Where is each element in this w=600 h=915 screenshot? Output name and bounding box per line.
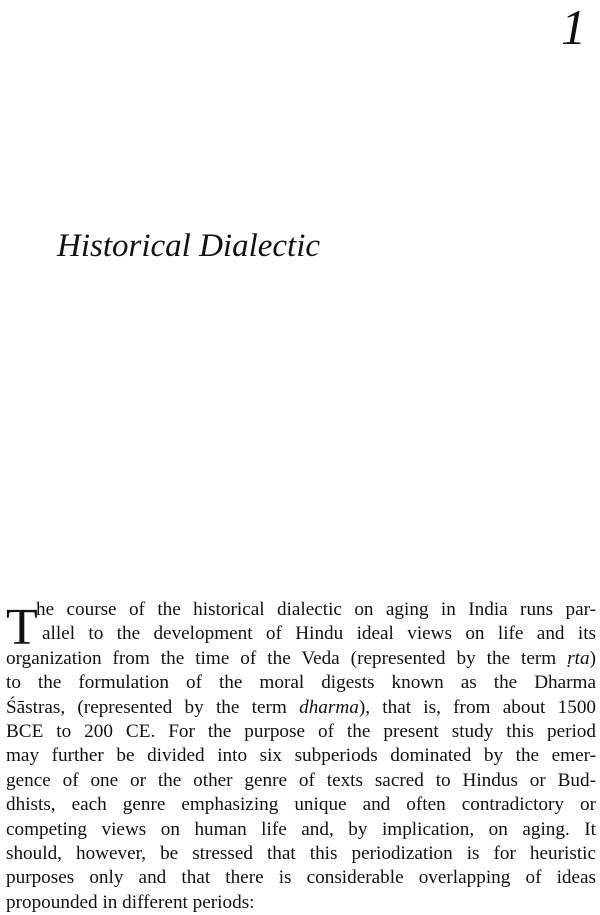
text-line: allel to the development of Hindu ideal views on life and its [42, 623, 596, 645]
text-line: organization from the time of the Veda (represented by the term ṛta) [6, 647, 596, 669]
text-line: purposes only and that there is considerable overlapping of ideas [6, 867, 596, 889]
text-line: should, however, be stressed that this periodization is for heuristic [6, 842, 596, 864]
text-line: may further be divided into six subperiods dominated by the emer- [6, 745, 596, 767]
chapter-title: Historical Dialectic [57, 228, 321, 264]
text-line: BCE to 200 CE. For the purpose of the present study this period [6, 720, 596, 742]
text-line: dhists, each genre emphasizing unique and often contradictory or [6, 794, 596, 816]
chapter-number: 1 [561, 0, 586, 55]
italic-term: ṛta [567, 647, 590, 669]
text-line: competing views on human life and, by implication, on aging. It [6, 818, 596, 840]
text-line: propounded in different periods: [6, 891, 255, 913]
text-line: Śāstras, (represented by the term dharma), that is, from about 1500 [6, 696, 597, 718]
text-line: he course of the historical dialectic on aging in India runs par- [36, 599, 596, 620]
drop-cap: T [6, 599, 38, 656]
body-paragraph [6, 598, 596, 915]
italic-term: dharma [299, 696, 359, 718]
text-line: to the formulation of the moral digests known as the Dharma [6, 672, 596, 694]
text-line: gence of one or the other genre of texts sacred to Hindus or Bud- [6, 769, 596, 791]
